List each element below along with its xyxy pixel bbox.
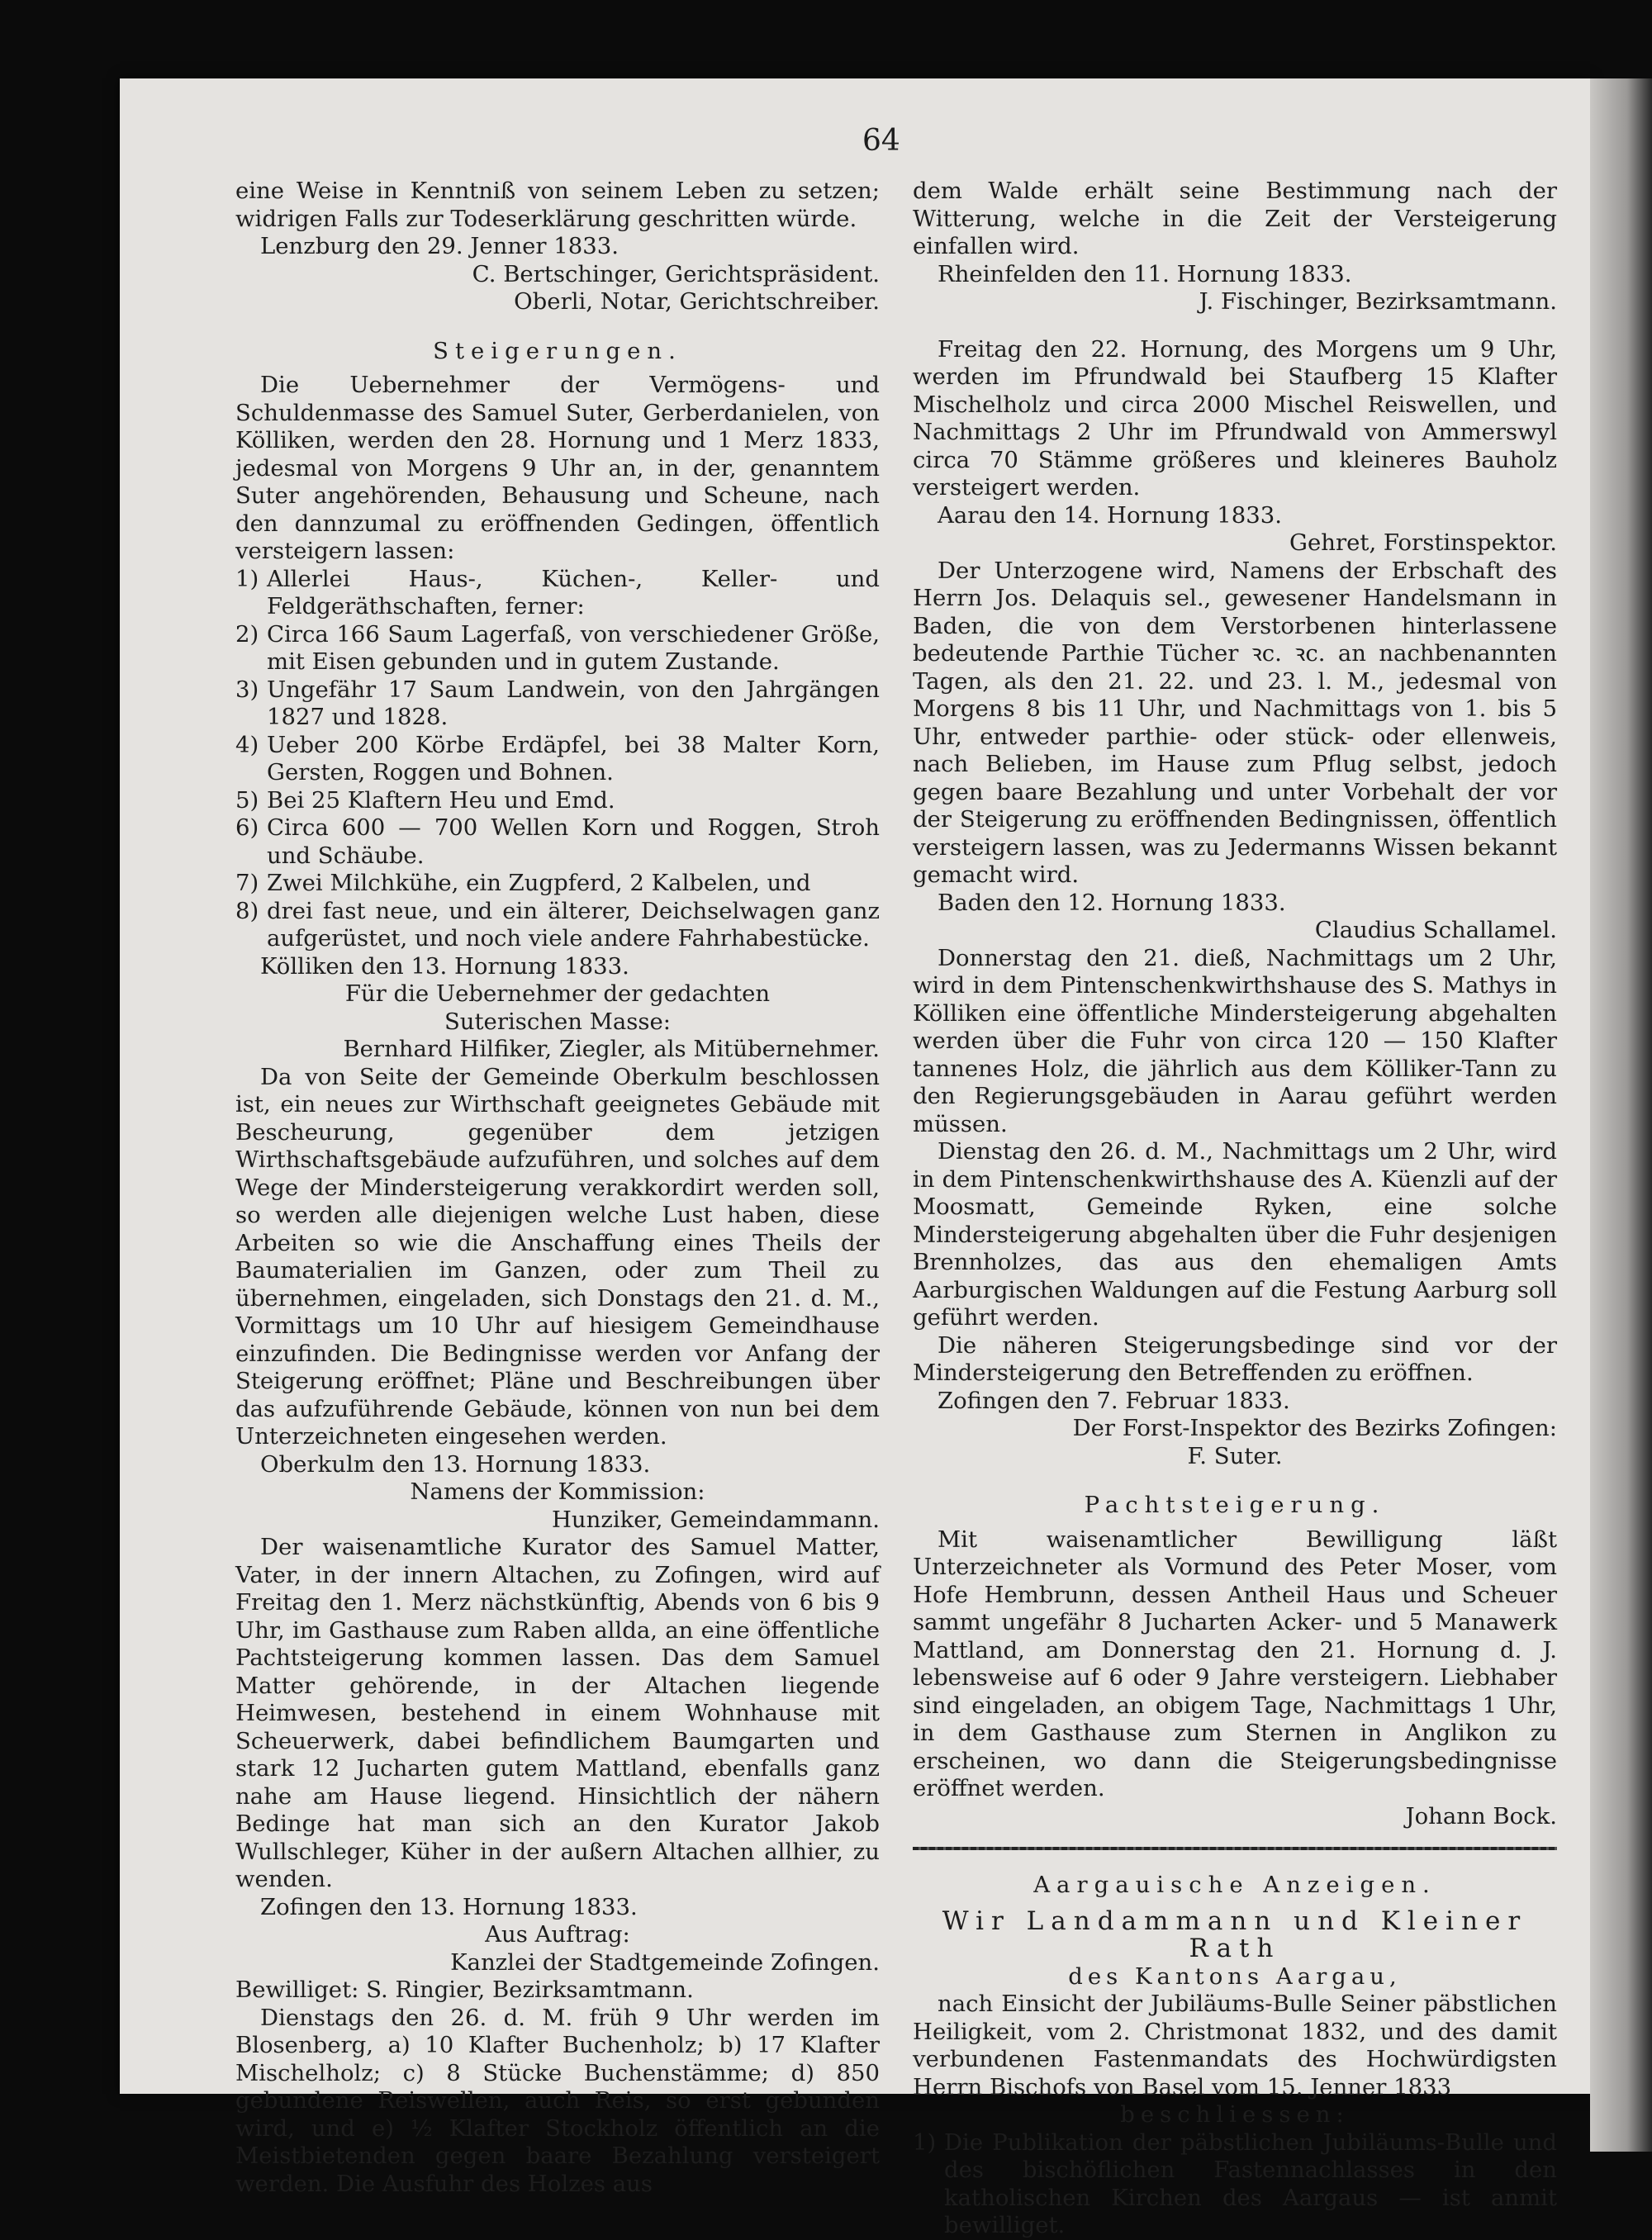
- ad-suter-for-2: Suterischen Masse:: [444, 1008, 672, 1035]
- ad-koelliken-for: Der Forst-Inspektor des Bezirks Zofingen:: [1072, 1415, 1557, 1441]
- list-item: 8) drei fast neue, und ein älterer, Deichselwagen ganz aufgerüstet, und noch viele andere Fahrhabestücke.: [235, 897, 880, 952]
- ad-oberkulm-date: Oberkulm den 13. Hornung 1833.: [260, 1450, 651, 1478]
- list-item: 6) Circa 600 — 700 Wellen Korn und Roggen, Stroh und Schäube.: [235, 814, 880, 869]
- intro-text: eine Weise in Kenntniß von seinem Leben zu setzen; widrigen Falls zur Todeserklärung geschritten würde.: [235, 178, 880, 232]
- cont-text: dem Walde erhält seine Bestimmung nach der Witterung, welche in die Zeit der Versteigerung einfallen wird.: [913, 178, 1557, 259]
- ad-matter-date: Zofingen den 13. Hornung 1833.: [260, 1893, 638, 1920]
- ad-koelliken-text-2: Dienstag den 26. d. M., Nachmittags um 2 Uhr, wird in dem Pintenschenkwirthshause des A. Küenzli auf der Moosmatt, Gemeinde Ryken, eine solche Mindersteigerung abgehalten über die Fuhr desjenigen Brennholzes, das aus den ehemaligen Amts Aarburgischen Waldungen auf die Festung Aarburg soll geführt werden.: [913, 1138, 1557, 1331]
- ad-staufberg-date: Aarau den 14. Hornung 1833.: [938, 501, 1282, 529]
- decree-resolve: beschliessen:: [1120, 2101, 1350, 2128]
- decree-title: Wir Landammann und Kleiner Rath: [942, 1905, 1528, 1963]
- list-item: 1) Allerlei Haus-, Küchen-, Keller- und Feldgeräthschaften, ferner:: [235, 565, 880, 619]
- ad-oberkulm-text: Da von Seite der Gemeinde Oberkulm beschlossen ist, ein neues zur Wirthschaft geeignetes Gebäude mit Bescheurung, gegenüber dem jetzigen Wirthschaftsgebäude aufzuführen, und solches auf dem Wege der Mindersteigerung verakkordirt werden soll, so werden alle diejenigen welche Lust haben, diese Arbeiten so wie die Anschaffung eines Theils der Baumaterialien im Ganzen, oder zum Theil zu übernehmen, eingeladen, sich Donstags den 21. d. M., Vormittags um 10 Uhr auf hiesigem Gemeindhause einzufinden. Die Bedingnisse werden vor Anfang der Steigerung eröffnet; Pläne und Beschreibungen über das aufzuführende Gebäude, können von nun bei dem Unterzeichneten eingesehen werden.: [235, 1063, 880, 1450]
- ad-suter-date: Kölliken den 13. Hornung 1833.: [260, 952, 629, 980]
- ad-delaquis-text: Der Unterzogene wird, Namens der Erbschaft des Herrn Jos. Delaquis sel., gewesener Handelsmann in Baden, die von dem Verstorbenen hinterlassene bedeutende Parthie Tücher ꝛc. ꝛc. an nachbenannten Tagen, als den 21. 22. und 23. l. M., jedesmal von Morgens 8 bis 11 Uhr, und Nachmittags von 1. bis 5 Uhr, entweder parthie- oder stück- oder ellenweis, nach Belieben, im Hause zum Pflug selbst, jedoch gegen baare Bezahlung und unter Vorbehalt der vor der Steigerung zu eröffnenden Bedingnissen, öffentlich versteigern lassen, was zu Jedermanns Wissen bekannt gemacht wird.: [913, 557, 1557, 888]
- ad-blosenberg-text: Dienstags den 26. d. M. früh 9 Uhr werden im Blosenberg, a) 10 Klafter Buchenholz; b) 17 Klafter Mischelholz; c) 8 Stücke Buchenstämme; d) 850 gebundene Reiswellen, auch Reis, so erst gebunden wird, und e) ½ Klafter Stockholz öffentlich an die Meistbietenden gegen baare Bezahlung versteigert werden. Die Ausfuhr des Holzes aus: [235, 2004, 880, 2197]
- list-item: 2) Circa 166 Saum Lagerfaß, von verschiedener Größe, mit Eisen gebunden und in gutem Zustande.: [235, 620, 880, 675]
- ad-koelliken-date: Zofingen den 7. Februar 1833.: [938, 1387, 1290, 1414]
- ad-matter-for: Aus Auftrag:: [485, 1921, 630, 1948]
- section-divider: [913, 1847, 1557, 1850]
- left-column: [235, 178, 880, 2198]
- ad-delaquis-date: Baden den 12. Hornung 1833.: [938, 889, 1286, 916]
- list-item: 4) Ueber 200 Körbe Erdäpfel, bei 38 Malter Korn, Gersten, Roggen und Bohnen.: [235, 731, 880, 785]
- ad-suter-text: Die Uebernehmer der Vermögens- und Schuldenmasse des Samuel Suter, Gerberdanielen, von Kölliken, werden den 28. Hornung und 1 Merz 1833, jedesmal von Morgens 9 Uhr an, in der, genanntem Suter angehörenden, Behausung und Scheune, nach den dannzumal zu eröffnenden Gedingen, öffentlich versteigern lassen:: [235, 372, 880, 564]
- ad-suter-for-1: Für die Uebernehmer der gedachten: [344, 980, 771, 1007]
- intro-signature-1: C. Bertschinger, Gerichtspräsident.: [472, 260, 880, 287]
- list-item: 7) Zwei Milchkühe, ein Zugpferd, 2 Kalbelen, und: [235, 870, 811, 896]
- decree-item: 1) Die Publikation der päbstlichen Jubiläums-Bulle und des bischöflichen Fastennachlasses in den katholischen Kirchen des Aargaus — ist anmit bewilliget.: [913, 2128, 1557, 2238]
- page-number: 64: [862, 124, 900, 158]
- ad-moser-signature: Johann Bock.: [1405, 1802, 1557, 1829]
- ad-koelliken-signature: F. Suter.: [1187, 1442, 1283, 1469]
- next-page-edge: [1590, 78, 1652, 2152]
- list-item: 3) Ungefähr 17 Saum Landwein, von den Jahrgängen 1827 und 1828.: [235, 676, 880, 730]
- intro-signature-2: Oberli, Notar, Gerichtschreiber.: [514, 288, 880, 315]
- ad-oberkulm-for: Namens der Kommission:: [410, 1478, 705, 1505]
- intro-date: Lenzburg den 29. Jenner 1833.: [260, 233, 619, 259]
- ad-koelliken-text-1: Donnerstag den 21. dieß, Nachmittags um 2 Uhr, wird in dem Pintenschenkwirthshause des S. Mathys in Kölliken eine öffentliche Mindersteigerung abgehalten werden über die Fuhr von circa 120 — 150 Klafter tannenes Holz, die jährlich aus dem Kölliker-Tann zu den Regierungsgebäuden in Aarau geführt werden müssen.: [913, 944, 1557, 1137]
- section-heading-steigerungen: Steigerungen.: [433, 337, 682, 364]
- ad-suter-signature: Bernhard Hilfiker, Ziegler, als Mitübernehmer.: [343, 1036, 880, 1062]
- ad-matter-signature-2: Bewilliget: S. Ringier, Bezirksamtmann.: [235, 1977, 694, 2003]
- cont-signature: J. Fischinger, Bezirksamtmann.: [1199, 288, 1557, 315]
- list-item: 5) Bei 25 Klaftern Heu und Emd.: [235, 786, 615, 814]
- right-column: [913, 178, 1557, 2240]
- ad-staufberg-text: Freitag den 22. Hornung, des Morgens um 9 Uhr, werden im Pfrundwald bei Staufberg 15 Klafter Mischelholz und circa 2000 Mischel Reiswellen, und Nachmittags 2 Uhr im Pfrundwald von Ammerswyl circa 70 Stämme größeres und kleineres Bauholz versteigert werden.: [913, 335, 1557, 501]
- ad-matter-text: Der waisenamtliche Kurator des Samuel Matter, Vater, in der innern Altachen, zu Zofingen, wird auf Freitag den 1. Merz nächstkünftig, Abends von 6 bis 9 Uhr, im Gasthause zum Raben allda, an eine öffentliche Pachtsteigerung kommen lassen. Das dem Samuel Matter gehörende, in der Altachen liegende Heimwesen, bestehend in einem Wohnhause mit Scheuerwerk, dabei befindlichem Baumgarten und stark 12 Jucharten gutem Mattland, ebenfalls ganz nahe am Hause liegend. Hinsichtlich der nähern Bedinge hat man sich an den Kurator Jakob Wullschleger, Küher in der außern Altachen allhier, zu wenden.: [235, 1534, 880, 1892]
- ad-delaquis-signature: Claudius Schallamel.: [1314, 917, 1557, 943]
- ad-oberkulm-signature: Hunziker, Gemeindammann.: [551, 1506, 880, 1533]
- ad-koelliken-text-3: Die näheren Steigerungsbedinge sind vor der Mindersteigerung den Betreffenden zu eröffnen.: [913, 1331, 1557, 1386]
- ad-suter-items: [235, 566, 880, 953]
- decree-subtitle: des Kantons Aargau,: [1068, 1962, 1402, 1990]
- decree-text: nach Einsicht der Jubiläums-Bulle Seiner päbstlichen Heiligkeit, vom 2. Christmonat 1832, und des damit verbundenen Fastenmandats des Hochwürdigsten Herrn Bischofs von Basel vom 15. Jenner 1833: [913, 1991, 1557, 2100]
- ad-staufberg-signature: Gehret, Forstinspektor.: [1289, 529, 1557, 556]
- cont-date: Rheinfelden den 11. Hornung 1833.: [938, 260, 1352, 287]
- ad-moser-text: Mit waisenamtlicher Bewilligung läßt Unterzeichneter als Vormund des Peter Moser, vom Hofe Hembrunn, dessen Antheil Haus und Scheuer sammt ungefähr 8 Jucharten Acker- und 5 Manawerk Mattland, am Donnerstag den 21. Hornung d. J. lebensweise auf 6 oder 9 Jahre versteigern. Liebhaber sind eingeladen, an obigem Tage, Nachmittags 1 Uhr, in dem Gasthause zum Sternen in Anglikon zu erscheinen, wo dann die Steigerungsbedingnisse eröffnet werden.: [913, 1526, 1557, 1801]
- section-heading-pachtsteigerung: Pachtsteigerung.: [1084, 1492, 1386, 1518]
- section-heading-aargauische-anzeigen: Aargauische Anzeigen.: [1033, 1872, 1436, 1898]
- ad-matter-signature-1: Kanzlei der Stadtgemeinde Zofingen.: [450, 1948, 880, 1976]
